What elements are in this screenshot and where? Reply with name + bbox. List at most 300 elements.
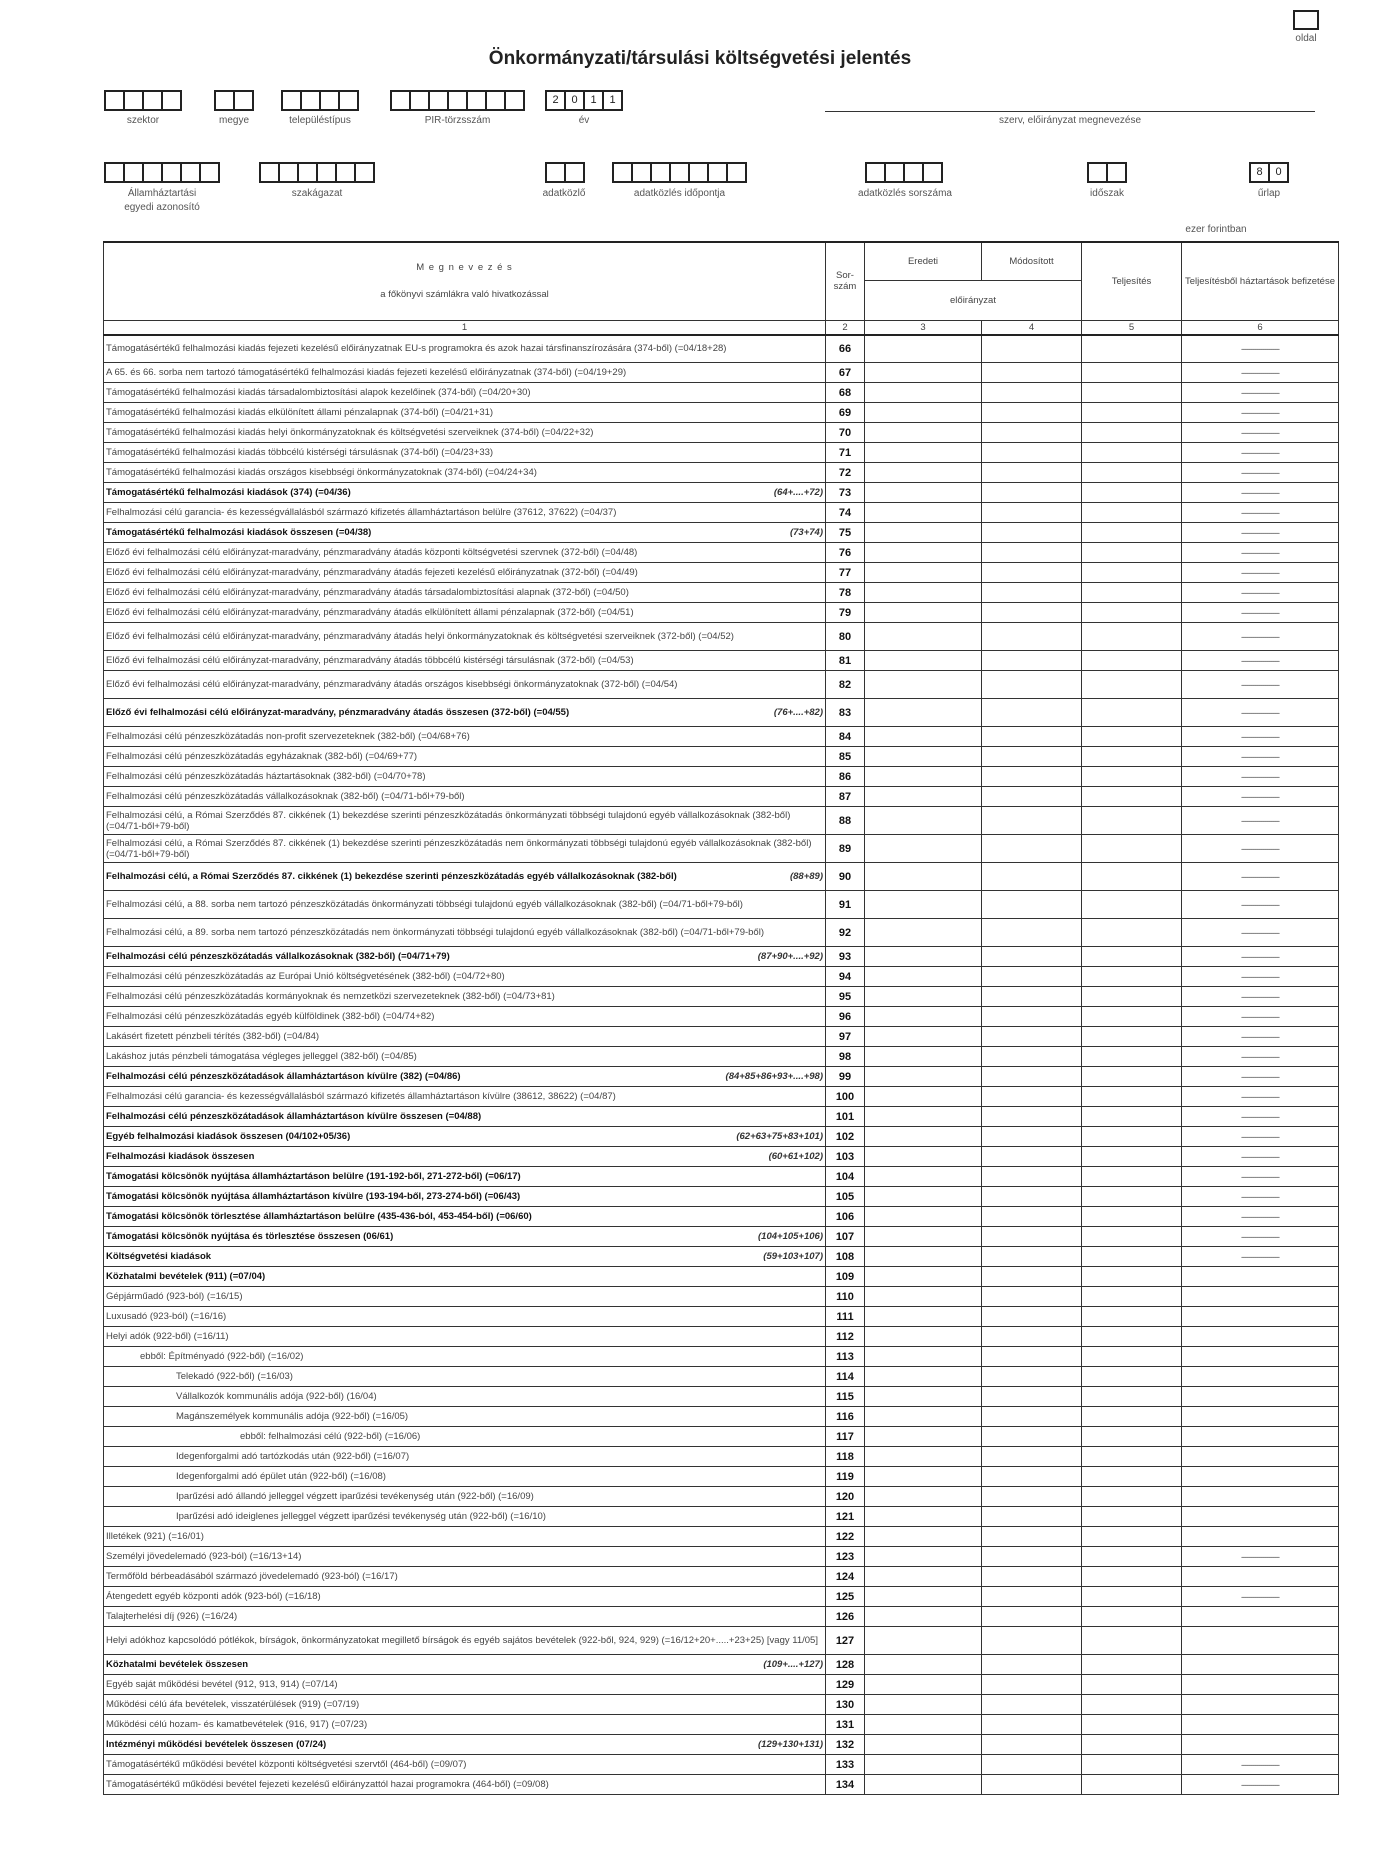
row-label: Luxusadó (923-ból) (=16/16) xyxy=(106,1311,227,1322)
cell-eredeti[interactable] xyxy=(865,403,982,423)
cell-haztartasok[interactable] xyxy=(1182,1627,1339,1655)
cell-eredeti[interactable] xyxy=(865,1367,982,1387)
cell-teljesites[interactable] xyxy=(1082,1715,1182,1735)
cell-haztartasok[interactable] xyxy=(1182,1527,1339,1547)
cell-modositott[interactable] xyxy=(982,1655,1082,1675)
cell-teljesites[interactable] xyxy=(1082,603,1182,623)
cell-teljesites[interactable] xyxy=(1082,1387,1182,1407)
cell-teljesites[interactable] xyxy=(1082,1427,1182,1447)
cell-modositott[interactable] xyxy=(982,1327,1082,1347)
cell-eredeti[interactable] xyxy=(865,1187,982,1207)
cell-modositott[interactable] xyxy=(982,483,1082,503)
telepulestipus-field[interactable] xyxy=(281,90,359,111)
cell-teljesites[interactable] xyxy=(1082,1775,1182,1795)
cell-eredeti[interactable] xyxy=(865,727,982,747)
cell-haztartasok[interactable] xyxy=(1182,1367,1339,1387)
cell-eredeti[interactable] xyxy=(865,363,982,383)
cell-teljesites[interactable] xyxy=(1082,919,1182,947)
cell-eredeti[interactable] xyxy=(865,967,982,987)
cell-teljesites[interactable] xyxy=(1082,1287,1182,1307)
cell-eredeti[interactable] xyxy=(865,335,982,363)
cell-modositott[interactable] xyxy=(982,1487,1082,1507)
table-row xyxy=(104,563,1339,583)
cell-teljesites[interactable] xyxy=(1082,1307,1182,1327)
cell-teljesites[interactable] xyxy=(1082,767,1182,787)
row-number: 87 xyxy=(826,787,865,807)
cell-haztartasok: ------------------- xyxy=(1182,1227,1339,1247)
szakagazat-field[interactable] xyxy=(259,162,375,183)
cell-modositott[interactable] xyxy=(982,1167,1082,1187)
cell-eredeti[interactable] xyxy=(865,767,982,787)
cell-eredeti[interactable] xyxy=(865,423,982,443)
cell-modositott[interactable] xyxy=(982,1715,1082,1735)
cell-teljesites[interactable] xyxy=(1082,1367,1182,1387)
cell-modositott[interactable] xyxy=(982,1367,1082,1387)
cell-eredeti[interactable] xyxy=(865,1407,982,1427)
cell-teljesites[interactable] xyxy=(1082,807,1182,835)
cell-modositott[interactable] xyxy=(982,747,1082,767)
table-row xyxy=(104,651,1339,671)
cell-eredeti[interactable] xyxy=(865,523,982,543)
cell-eredeti[interactable] xyxy=(865,787,982,807)
row-label: Illetékek (921) (=16/01) xyxy=(106,1531,204,1542)
row-label: Felhalmozási célú garancia- és kezességvállalásból származó kifizetés államháztartáson kívülre (38612, 38622) (=04/87) xyxy=(106,1091,616,1102)
cell-eredeti[interactable] xyxy=(865,1227,982,1247)
table-row xyxy=(104,1127,1339,1147)
cell-modositott[interactable] xyxy=(982,1775,1082,1795)
cell-eredeti[interactable] xyxy=(865,1207,982,1227)
cell-teljesites[interactable] xyxy=(1082,1487,1182,1507)
cell-modositott[interactable] xyxy=(982,1207,1082,1227)
cell-modositott[interactable] xyxy=(982,1527,1082,1547)
cell-modositott[interactable] xyxy=(982,1227,1082,1247)
row-label: Támogatásértékű felhalmozási kiadás országos kisebbségi önkormányzatoknak (374-ből) (=04/24+34) xyxy=(106,467,537,478)
cell-modositott[interactable] xyxy=(982,1695,1082,1715)
cell-eredeti[interactable] xyxy=(865,1147,982,1167)
cell-eredeti[interactable] xyxy=(865,1247,982,1267)
cell-modositott[interactable] xyxy=(982,563,1082,583)
row-formula: (76+....+82) xyxy=(773,707,823,718)
cell-eredeti[interactable] xyxy=(865,747,982,767)
cell-eredeti[interactable] xyxy=(865,1427,982,1447)
cell-modositott[interactable] xyxy=(982,1407,1082,1427)
table-row xyxy=(104,863,1339,891)
cell-teljesites[interactable] xyxy=(1082,1147,1182,1167)
cell-eredeti[interactable] xyxy=(865,1487,982,1507)
row-number: 122 xyxy=(826,1527,865,1547)
cell-haztartasok[interactable] xyxy=(1182,1655,1339,1675)
cell-modositott[interactable] xyxy=(982,767,1082,787)
cell-teljesites[interactable] xyxy=(1082,1675,1182,1695)
cell-teljesites[interactable] xyxy=(1082,383,1182,403)
cell-teljesites[interactable] xyxy=(1082,1187,1182,1207)
cell-modositott[interactable] xyxy=(982,1755,1082,1775)
cell-eredeti[interactable] xyxy=(865,1007,982,1027)
cell-teljesites[interactable] xyxy=(1082,443,1182,463)
cell-haztartasok[interactable] xyxy=(1182,1267,1339,1287)
cell-teljesites[interactable] xyxy=(1082,1347,1182,1367)
cell-modositott[interactable] xyxy=(982,1387,1082,1407)
cell-haztartasok[interactable] xyxy=(1182,1567,1339,1587)
cell-modositott[interactable] xyxy=(982,1735,1082,1755)
cell-modositott[interactable] xyxy=(982,671,1082,699)
row-formula: (84+85+86+93+....+98) xyxy=(725,1071,823,1082)
table-row xyxy=(104,1187,1339,1207)
cell-haztartasok[interactable] xyxy=(1182,1715,1339,1735)
cell-teljesites[interactable] xyxy=(1082,727,1182,747)
cell-modositott[interactable] xyxy=(982,523,1082,543)
cell-teljesites[interactable] xyxy=(1082,523,1182,543)
cell-modositott[interactable] xyxy=(982,651,1082,671)
cell-teljesites[interactable] xyxy=(1082,651,1182,671)
cell-haztartasok: ------------------- xyxy=(1182,1187,1339,1207)
urlap-field[interactable] xyxy=(1249,162,1289,183)
cell-teljesites[interactable] xyxy=(1082,1755,1182,1775)
cell-haztartasok: ------------------- xyxy=(1182,787,1339,807)
cell-teljesites[interactable] xyxy=(1082,463,1182,483)
cell-modositott[interactable] xyxy=(982,1307,1082,1327)
cell-eredeti[interactable] xyxy=(865,1567,982,1587)
cell-eredeti[interactable] xyxy=(865,483,982,503)
cell-teljesites[interactable] xyxy=(1082,947,1182,967)
cell-teljesites[interactable] xyxy=(1082,363,1182,383)
cell-teljesites[interactable] xyxy=(1082,1567,1182,1587)
cell-modositott[interactable] xyxy=(982,1447,1082,1467)
cell-eredeti[interactable] xyxy=(865,1715,982,1735)
cell-eredeti[interactable] xyxy=(865,1467,982,1487)
cell-eredeti[interactable] xyxy=(865,383,982,403)
cell-teljesites[interactable] xyxy=(1082,1607,1182,1627)
cell-teljesites[interactable] xyxy=(1082,1227,1182,1247)
cell-haztartasok[interactable] xyxy=(1182,1607,1339,1627)
eredeti-header: Eredeti xyxy=(865,242,982,280)
row-number: 75 xyxy=(826,523,865,543)
cell-teljesites[interactable] xyxy=(1082,1527,1182,1547)
cell-eredeti[interactable] xyxy=(865,1127,982,1147)
cell-eredeti[interactable] xyxy=(865,463,982,483)
cell-teljesites[interactable] xyxy=(1082,583,1182,603)
cell-eredeti[interactable] xyxy=(865,947,982,967)
cell-eredeti[interactable] xyxy=(865,987,982,1007)
cell-haztartasok: ------------------- xyxy=(1182,383,1339,403)
cell-modositott[interactable] xyxy=(982,967,1082,987)
cell-haztartasok[interactable] xyxy=(1182,1327,1339,1347)
cell-eredeti[interactable] xyxy=(865,603,982,623)
row-label: Támogatási kölcsönök nyújtása államháztartáson kívülre (193-194-ből, 273-274-ből) (=06/43) xyxy=(106,1191,521,1202)
cell-modositott[interactable] xyxy=(982,1047,1082,1067)
row-description xyxy=(104,1775,826,1795)
cell-eredeti[interactable] xyxy=(865,891,982,919)
cell-teljesites[interactable] xyxy=(1082,1467,1182,1487)
cell-modositott[interactable] xyxy=(982,1107,1082,1127)
row-label: Előző évi felhalmozási célú előirányzat-maradvány, pénzmaradvány átadás országos kisebbségi önkormányzatoknak (372-ből) (=04/54) xyxy=(106,679,678,690)
cell-teljesites[interactable] xyxy=(1082,1087,1182,1107)
row-number: 131 xyxy=(826,1715,865,1735)
table-row xyxy=(104,1047,1339,1067)
cell-eredeti[interactable] xyxy=(865,863,982,891)
cell-teljesites[interactable] xyxy=(1082,403,1182,423)
cell-haztartasok[interactable] xyxy=(1182,1447,1339,1467)
idoszak-field[interactable] xyxy=(1087,162,1127,183)
cell-modositott[interactable] xyxy=(982,787,1082,807)
cell-modositott[interactable] xyxy=(982,987,1082,1007)
cell-modositott[interactable] xyxy=(982,1247,1082,1267)
cell-teljesites[interactable] xyxy=(1082,1587,1182,1607)
row-number: 78 xyxy=(826,583,865,603)
cell-haztartasok[interactable] xyxy=(1182,1487,1339,1507)
cell-modositott[interactable] xyxy=(982,603,1082,623)
cell-modositott[interactable] xyxy=(982,423,1082,443)
cell-eredeti[interactable] xyxy=(865,1607,982,1627)
cell-haztartasok: ------------------- xyxy=(1182,835,1339,863)
cell-modositott[interactable] xyxy=(982,1007,1082,1027)
cell-modositott[interactable] xyxy=(982,727,1082,747)
row-label: Támogatásértékű felhalmozási kiadás társadalombiztosítási alapok kezelőinek (374-ből) (=04/20+30) xyxy=(106,387,531,398)
cell-teljesites[interactable] xyxy=(1082,1107,1182,1127)
cell-eredeti[interactable] xyxy=(865,1307,982,1327)
cell-eredeti[interactable] xyxy=(865,671,982,699)
ev-field[interactable] xyxy=(545,90,623,111)
cell-teljesites[interactable] xyxy=(1082,967,1182,987)
cell-teljesites[interactable] xyxy=(1082,891,1182,919)
cell-haztartasok: ------------------- xyxy=(1182,543,1339,563)
row-number: 101 xyxy=(826,1107,865,1127)
cell-teljesites[interactable] xyxy=(1082,1247,1182,1267)
cell-eredeti[interactable] xyxy=(865,1107,982,1127)
cell-eredeti[interactable] xyxy=(865,1447,982,1467)
cell-teljesites[interactable] xyxy=(1082,335,1182,363)
row-description xyxy=(104,1487,826,1507)
table-row xyxy=(104,671,1339,699)
cell-modositott[interactable] xyxy=(982,699,1082,727)
cell-modositott[interactable] xyxy=(982,335,1082,363)
cell-eredeti[interactable] xyxy=(865,1655,982,1675)
row-label: Felhalmozási célú pénzeszközátadás kormányoknak és nemzetközi szervezeteknek (382-ből) (=04/73+81) xyxy=(106,991,555,1002)
cell-teljesites[interactable] xyxy=(1082,483,1182,503)
cell-teljesites[interactable] xyxy=(1082,1407,1182,1427)
cell-teljesites[interactable] xyxy=(1082,1167,1182,1187)
cell-haztartasok[interactable] xyxy=(1182,1675,1339,1695)
row-description xyxy=(104,1207,826,1227)
cell-modositott[interactable] xyxy=(982,1427,1082,1447)
cell-eredeti[interactable] xyxy=(865,623,982,651)
cell-haztartasok[interactable] xyxy=(1182,1507,1339,1527)
cell-modositott[interactable] xyxy=(982,919,1082,947)
cell-modositott[interactable] xyxy=(982,1347,1082,1367)
cell-teljesites[interactable] xyxy=(1082,1047,1182,1067)
modositott-header: Módosított xyxy=(982,242,1082,280)
cell-eredeti[interactable] xyxy=(865,1507,982,1527)
cell-modositott[interactable] xyxy=(982,835,1082,863)
cell-eredeti[interactable] xyxy=(865,835,982,863)
row-description xyxy=(104,1527,826,1547)
cell-teljesites[interactable] xyxy=(1082,671,1182,699)
cell-eredeti[interactable] xyxy=(865,443,982,463)
row-label: Felhalmozási célú pénzeszközátadás vállalkozásoknak (382-ből) (=04/71+79) xyxy=(106,951,450,962)
cell-teljesites[interactable] xyxy=(1082,1547,1182,1567)
cell-eredeti[interactable] xyxy=(865,1327,982,1347)
cell-modositott[interactable] xyxy=(982,1027,1082,1047)
row-number: 86 xyxy=(826,767,865,787)
cell-modositott[interactable] xyxy=(982,1147,1082,1167)
cell-teljesites[interactable] xyxy=(1082,1507,1182,1527)
cell-teljesites[interactable] xyxy=(1082,1127,1182,1147)
cell-eredeti[interactable] xyxy=(865,503,982,523)
cell-teljesites[interactable] xyxy=(1082,787,1182,807)
row-label: Felhalmozási kiadások összesen xyxy=(106,1151,255,1162)
pir-field[interactable] xyxy=(390,90,525,111)
cell-eredeti[interactable] xyxy=(865,1067,982,1087)
cell-modositott[interactable] xyxy=(982,1627,1082,1655)
cell-eredeti[interactable] xyxy=(865,1735,982,1755)
cell-haztartasok[interactable] xyxy=(1182,1407,1339,1427)
cell-modositott[interactable] xyxy=(982,503,1082,523)
cell-eredeti[interactable] xyxy=(865,563,982,583)
cell-modositott[interactable] xyxy=(982,583,1082,603)
cell-modositott[interactable] xyxy=(982,891,1082,919)
cell-modositott[interactable] xyxy=(982,807,1082,835)
cell-eredeti[interactable] xyxy=(865,1775,982,1795)
cell-modositott[interactable] xyxy=(982,363,1082,383)
cell-teljesites[interactable] xyxy=(1082,1655,1182,1675)
cell-haztartasok: ------------------- xyxy=(1182,967,1339,987)
cell-modositott[interactable] xyxy=(982,1127,1082,1147)
cell-teljesites[interactable] xyxy=(1082,835,1182,863)
szektor-field[interactable] xyxy=(104,90,182,111)
cell-modositott[interactable] xyxy=(982,623,1082,651)
cell-eredeti[interactable] xyxy=(865,1027,982,1047)
row-description xyxy=(104,1507,826,1527)
cell-eredeti[interactable] xyxy=(865,699,982,727)
cell-teljesites[interactable] xyxy=(1082,543,1182,563)
cell-modositott[interactable] xyxy=(982,1547,1082,1567)
cell-haztartasok[interactable] xyxy=(1182,1287,1339,1307)
cell-eredeti[interactable] xyxy=(865,807,982,835)
cell-eredeti[interactable] xyxy=(865,1587,982,1607)
cell-eredeti[interactable] xyxy=(865,1167,982,1187)
cell-modositott[interactable] xyxy=(982,1567,1082,1587)
table-row xyxy=(104,987,1339,1007)
row-label: Felhalmozási célú, a Római Szerződés 87. cikkének (1) bekezdése szerinti pénzeszközátadás egyéb vállalkozásoknak (382-ből) xyxy=(106,871,677,882)
cell-haztartasok[interactable] xyxy=(1182,1467,1339,1487)
table-row xyxy=(104,463,1339,483)
cell-modositott[interactable] xyxy=(982,1067,1082,1087)
cell-haztartasok[interactable] xyxy=(1182,1735,1339,1755)
table-row xyxy=(104,363,1339,383)
cell-eredeti[interactable] xyxy=(865,919,982,947)
table-row xyxy=(104,1027,1339,1047)
adatkozles-idopontja-field[interactable] xyxy=(612,162,747,183)
cell-modositott[interactable] xyxy=(982,1587,1082,1607)
cell-eredeti[interactable] xyxy=(865,1695,982,1715)
cell-modositott[interactable] xyxy=(982,947,1082,967)
row-formula: (109+....+127) xyxy=(763,1659,823,1670)
cell-eredeti[interactable] xyxy=(865,543,982,563)
cell-modositott[interactable] xyxy=(982,1467,1082,1487)
cell-eredeti[interactable] xyxy=(865,1287,982,1307)
cell-haztartasok: ------------------- xyxy=(1182,1587,1339,1607)
cell-haztartasok: ------------------- xyxy=(1182,335,1339,363)
cell-modositott[interactable] xyxy=(982,543,1082,563)
cell-teljesites[interactable] xyxy=(1082,623,1182,651)
cell-modositott[interactable] xyxy=(982,863,1082,891)
cell-haztartasok[interactable] xyxy=(1182,1387,1339,1407)
cell-haztartasok[interactable] xyxy=(1182,1347,1339,1367)
cell-teljesites[interactable] xyxy=(1082,987,1182,1007)
cell-haztartasok[interactable] xyxy=(1182,1695,1339,1715)
cell-eredeti[interactable] xyxy=(865,1387,982,1407)
cell-eredeti[interactable] xyxy=(865,1267,982,1287)
cell-teljesites[interactable] xyxy=(1082,1735,1182,1755)
row-label: Felhalmozási célú pénzeszközátadás non-profit szervezeteknek (382-ből) (=04/68+76) xyxy=(106,731,470,742)
cell-teljesites[interactable] xyxy=(1082,1267,1182,1287)
cell-eredeti[interactable] xyxy=(865,1527,982,1547)
cell-haztartasok: ------------------- xyxy=(1182,1147,1339,1167)
cell-eredeti[interactable] xyxy=(865,1047,982,1067)
cell-teljesites[interactable] xyxy=(1082,1695,1182,1715)
megnevezes-subtitle: a főkönyvi számlákra való hivatkozással xyxy=(380,289,549,301)
row-number: 117 xyxy=(826,1427,865,1447)
cell-eredeti[interactable] xyxy=(865,1087,982,1107)
cell-teljesites[interactable] xyxy=(1082,699,1182,727)
cell-eredeti[interactable] xyxy=(865,1675,982,1695)
page-number-box[interactable] xyxy=(1293,10,1319,30)
azonosito-field[interactable] xyxy=(104,162,220,183)
cell-teljesites[interactable] xyxy=(1082,1447,1182,1467)
cell-teljesites[interactable] xyxy=(1082,1027,1182,1047)
cell-eredeti[interactable] xyxy=(865,583,982,603)
cell-teljesites[interactable] xyxy=(1082,747,1182,767)
cell-haztartasok: ------------------- xyxy=(1182,503,1339,523)
cell-modositott[interactable] xyxy=(982,1187,1082,1207)
cell-modositott[interactable] xyxy=(982,1675,1082,1695)
cell-teljesites[interactable] xyxy=(1082,1007,1182,1027)
cell-eredeti[interactable] xyxy=(865,651,982,671)
cell-teljesites[interactable] xyxy=(1082,1207,1182,1227)
cell-eredeti[interactable] xyxy=(865,1755,982,1775)
cell-teljesites[interactable] xyxy=(1082,1067,1182,1087)
cell-eredeti[interactable] xyxy=(865,1547,982,1567)
szerv-line[interactable] xyxy=(825,111,1315,112)
adatkozlo-field[interactable] xyxy=(545,162,585,183)
table-row xyxy=(104,1487,1339,1507)
cell-haztartasok[interactable] xyxy=(1182,1307,1339,1327)
cell-teljesites[interactable] xyxy=(1082,1627,1182,1655)
cell-teljesites[interactable] xyxy=(1082,563,1182,583)
row-number: 106 xyxy=(826,1207,865,1227)
cell-teljesites[interactable] xyxy=(1082,1327,1182,1347)
cell-modositott[interactable] xyxy=(982,1287,1082,1307)
cell-modositott[interactable] xyxy=(982,443,1082,463)
cell-teljesites[interactable] xyxy=(1082,863,1182,891)
cell-teljesites[interactable] xyxy=(1082,503,1182,523)
row-formula: (73+74) xyxy=(789,527,823,538)
cell-modositott[interactable] xyxy=(982,383,1082,403)
megye-field[interactable] xyxy=(214,90,254,111)
table-row xyxy=(104,1247,1339,1267)
cell-teljesites[interactable] xyxy=(1082,423,1182,443)
adatkozles-sorszama-field[interactable] xyxy=(865,162,943,183)
cell-modositott[interactable] xyxy=(982,1267,1082,1287)
cell-modositott[interactable] xyxy=(982,403,1082,423)
cell-modositott[interactable] xyxy=(982,1507,1082,1527)
cell-modositott[interactable] xyxy=(982,463,1082,483)
cell-modositott[interactable] xyxy=(982,1087,1082,1107)
cell-modositott[interactable] xyxy=(982,1607,1082,1627)
cell-eredeti[interactable] xyxy=(865,1627,982,1655)
cell-haztartasok[interactable] xyxy=(1182,1427,1339,1447)
cell-eredeti[interactable] xyxy=(865,1347,982,1367)
